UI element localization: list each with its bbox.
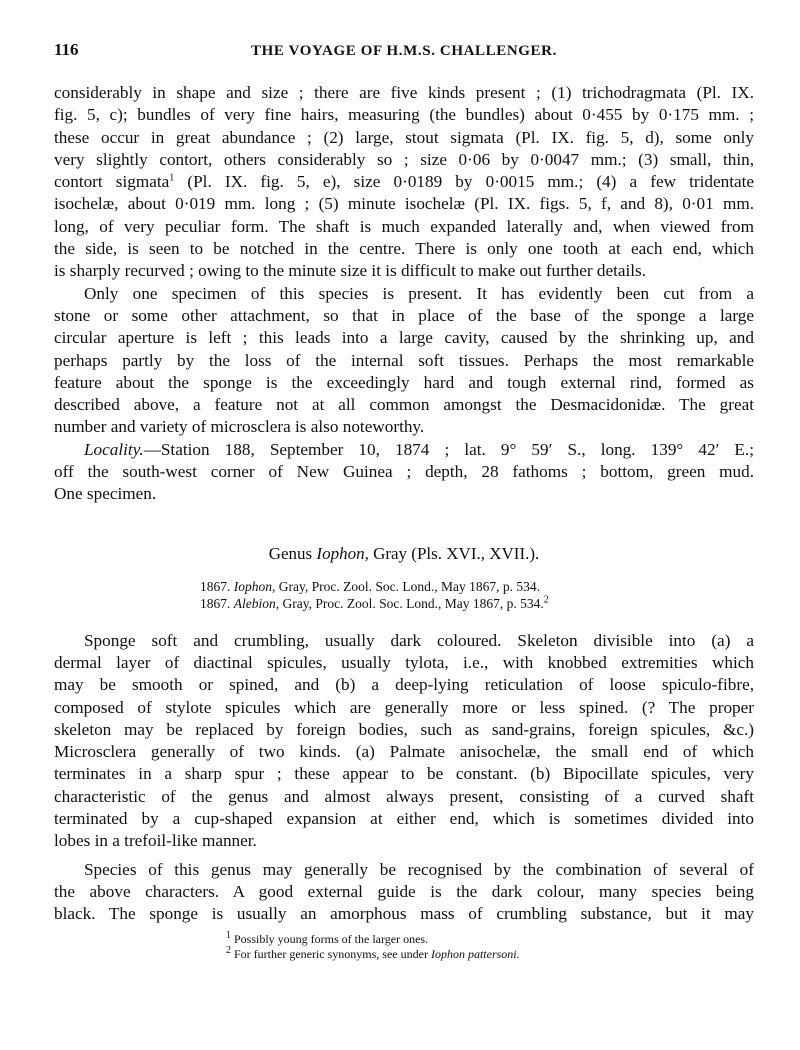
text-line: skeleton may be replaced by foreign bodies, such as sand-grains, foreign spicules, &c.) xyxy=(54,719,754,739)
text-fragment: —Station 188, September 10, 1874 ; lat. 9° 59′ S., long. 139° 42′ E.; xyxy=(143,439,754,459)
paragraph-species-recognition xyxy=(54,859,754,926)
footnote-marker: 2 xyxy=(226,944,231,956)
paragraph-spicules xyxy=(54,82,754,283)
paragraph-genus-description xyxy=(54,630,754,853)
text-line: composed of stylote spicules which are generally more or less spined. (? The proper xyxy=(54,697,754,717)
text-line: black. The sponge is usually an amorphous mass of crumbling substance, but it may xyxy=(54,904,754,924)
text-line: off the south-west corner of New Guinea ; depth, 28 fathoms ; bottom, green mud. xyxy=(54,462,754,482)
text-line: these occur in great abundance ; (2) large, stout sigmata (Pl. IX. fig. 5, d), some only xyxy=(54,127,754,147)
paragraph-locality xyxy=(54,439,754,506)
synonym-year: 1867. xyxy=(200,595,231,611)
footnote-ref-1: 1 xyxy=(169,172,175,184)
text-line xyxy=(54,171,754,193)
text-line: number and variety of microsclera is also noteworthy. xyxy=(54,417,425,437)
text-line: may be smooth or spined, and (b) a deep-lying reticulation of loose spiculo-fibre, xyxy=(54,675,754,695)
footnote-text: For further generic synonyms, see under xyxy=(234,946,428,961)
text-line: circular aperture is left ; this leads into a large cavity, caused by the shrinking up, and xyxy=(54,328,754,348)
text-line: Species of this genus may generally be recognised by the combination of several of xyxy=(84,859,754,879)
synonym-ref: Gray, Proc. Zool. Soc. Lond., May 1867, p. 534. xyxy=(282,595,544,611)
footnote-2 xyxy=(226,944,754,962)
footnote-ref-2: 2 xyxy=(543,594,549,606)
running-title: THE VOYAGE OF H.M.S. CHALLENGER. xyxy=(251,43,557,59)
text-line: very slightly contort, others considerably so ; size 0·06 by 0·0047 mm.; (3) small, thin, xyxy=(54,149,754,169)
footnote-marker: 1 xyxy=(226,929,231,941)
text-line: Sponge soft and crumbling, usually dark coloured. Skeleton divisible into (a) a xyxy=(84,630,754,650)
text-line: Only one specimen of this species is present. It has evidently been cut from a xyxy=(84,283,754,303)
genus-prefix: Genus xyxy=(268,543,313,563)
text-line: perhaps partly by the loss of the internal soft tissues. Perhaps the most remarkable xyxy=(54,350,754,370)
text-line xyxy=(54,439,754,461)
text-line: dermal layer of diactinal spicules, usually tylota, i.e., with knobbed extremities which xyxy=(54,652,754,672)
text-line: feature about the sponge is the exceedingly hard and tough external rind, formed as xyxy=(54,372,754,392)
text-line: described above, a feature not at all common amongst the Desmacidonidæ. The great xyxy=(54,395,754,415)
running-head xyxy=(54,40,754,68)
text-line: One specimen. xyxy=(54,484,157,504)
text-line: isochelæ, about 0·019 mm. long ; (5) minute isochelæ (Pl. IX. figs. 5, f, and 8), 0·01 mm. xyxy=(54,194,754,214)
footnote-text: Possibly young forms of the larger ones. xyxy=(234,931,429,946)
text-line: terminates in a sharp spur ; these appear to be constant. (b) Bipocillate spicules, very xyxy=(54,764,754,784)
text-line: the above characters. A good external guide is the dark colour, many species being xyxy=(54,881,754,901)
synonym-name: Alebion, xyxy=(233,595,280,611)
synonym-name: Iophon, xyxy=(233,578,276,594)
text-fragment: (Pl. IX. fig. 5, e), size 0·0189 by 0·0015 mm.; (4) a few tridentate xyxy=(187,172,755,192)
page-number: 116 xyxy=(54,40,79,59)
text-line: fig. 5, c); bundles of very fine hairs, measuring (the bundles) about 0·455 by 0·175 mm. ; xyxy=(54,105,754,125)
genus-suffix: Gray (Pls. XVI., XVII.). xyxy=(373,543,540,563)
text-fragment: contort sigmata xyxy=(54,172,170,192)
genus-name: Iophon, xyxy=(316,543,369,563)
paragraph-specimen xyxy=(54,283,754,439)
locality-label: Locality. xyxy=(84,439,144,459)
footnotes xyxy=(54,929,754,962)
synonym-list xyxy=(54,578,754,612)
synonym-entry xyxy=(54,595,754,612)
footnote-1 xyxy=(226,929,754,947)
text-line: is sharply recurved ; owing to the minute size it is difficult to make out further details. xyxy=(54,261,647,281)
footnote-species-name: Iophon pattersoni. xyxy=(430,946,520,961)
text-line: characteristic of the genus and almost always present, consisting of a curved shaft xyxy=(54,786,754,806)
synonym-ref: Gray, Proc. Zool. Soc. Lond., May 1867, p. 534. xyxy=(278,578,540,594)
text-line: the side, is seen to be notched in the centre. There is only one tooth at each end, which xyxy=(54,239,754,259)
synonym-entry xyxy=(54,578,754,595)
page xyxy=(54,40,754,962)
text-line: lobes in a trefoil-like manner. xyxy=(54,831,257,851)
synonym-year: 1867. xyxy=(200,578,231,594)
text-line: long, of very peculiar form. The shaft is much expanded laterally and, when viewed from xyxy=(54,216,754,236)
genus-heading xyxy=(54,544,754,564)
text-line: considerably in shape and size ; there are five kinds present ; (1) trichodragmata (Pl. IX. xyxy=(54,83,754,102)
text-line: Microsclera generally of two kinds. (a) Palmate anisochelæ, the small end of which xyxy=(54,742,754,762)
text-line: terminated by a cup-shaped expansion at either end, which is sometimes divided into xyxy=(54,809,754,829)
text-line: stone or some other attachment, so that in place of the base of the sponge a large xyxy=(54,305,754,325)
